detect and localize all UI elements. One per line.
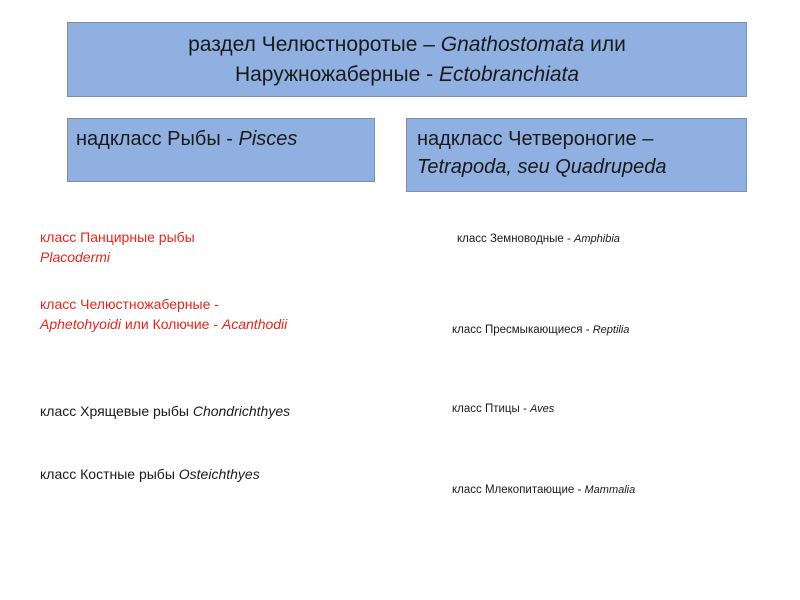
class-mammalia-latin: Mammalia [584, 484, 636, 496]
division-or-text: или [584, 33, 626, 56]
class-aphetohyoidi [40, 294, 287, 334]
class-amphibia [457, 231, 620, 247]
class-aphetohyoidi-line-2 [40, 314, 287, 334]
class-chondrichthyes-latin: Chondrichthyes [192, 403, 291, 419]
class-chondrichthyes-ru: класс Хрящевые рыбы [40, 403, 193, 419]
superclass-pisces-box [67, 118, 375, 182]
superclass-tetrapoda-latin: Tetrapoda, seu Quadrupeda [417, 156, 667, 178]
division-gnathostomata-box [67, 22, 747, 97]
class-aves-latin: Aves [530, 403, 555, 415]
class-aphetohyoidi-latin: Aphetohyoidi [40, 316, 121, 332]
class-placodermi-latin: Placodermi [40, 249, 111, 265]
class-reptilia-ru: класс Пресмыкающиеся - [452, 324, 593, 336]
division-alt-name-ru: Наружножаберные - [234, 63, 439, 86]
class-chondrichthyes [40, 401, 290, 421]
class-acanthodii-latin: Acanthodii [221, 316, 288, 332]
class-osteichthyes-latin: Osteichthyes [178, 466, 260, 482]
class-acanthodii-ru: или Колючие - [120, 316, 222, 332]
division-alt-name-latin: Ectobranchiata [438, 63, 580, 86]
class-placodermi-ru: класс Панцирные рыбы [40, 229, 195, 245]
division-name-latin: Gnathostomata [440, 33, 585, 56]
superclass-tetrapoda-box [406, 118, 747, 192]
class-reptilia [452, 322, 629, 338]
class-aves-ru: класс Птицы - [452, 403, 530, 415]
division-name-ru: раздел Челюстноротые – [188, 33, 441, 56]
superclass-tetrapoda-ru: надкласс Четвероногие – [417, 128, 654, 150]
class-placodermi [40, 227, 195, 267]
class-mammalia [452, 482, 635, 498]
class-aphetohyoidi-ru: класс Челюстножаберные - [40, 296, 219, 312]
class-reptilia-latin: Reptilia [592, 324, 630, 336]
division-line-1 [68, 30, 746, 60]
division-line-2 [68, 60, 746, 90]
class-osteichthyes-ru: класс Костные рыбы [40, 466, 179, 482]
superclass-pisces-latin: Pisces [238, 128, 298, 150]
class-amphibia-latin: Amphibia [574, 233, 620, 245]
superclass-pisces-ru: надкласс Рыбы - [76, 128, 239, 150]
class-aves [452, 401, 554, 417]
class-amphibia-ru: класс Земноводные - [457, 233, 575, 245]
class-mammalia-ru: класс Млекопитающие - [452, 484, 585, 496]
class-osteichthyes [40, 464, 260, 484]
